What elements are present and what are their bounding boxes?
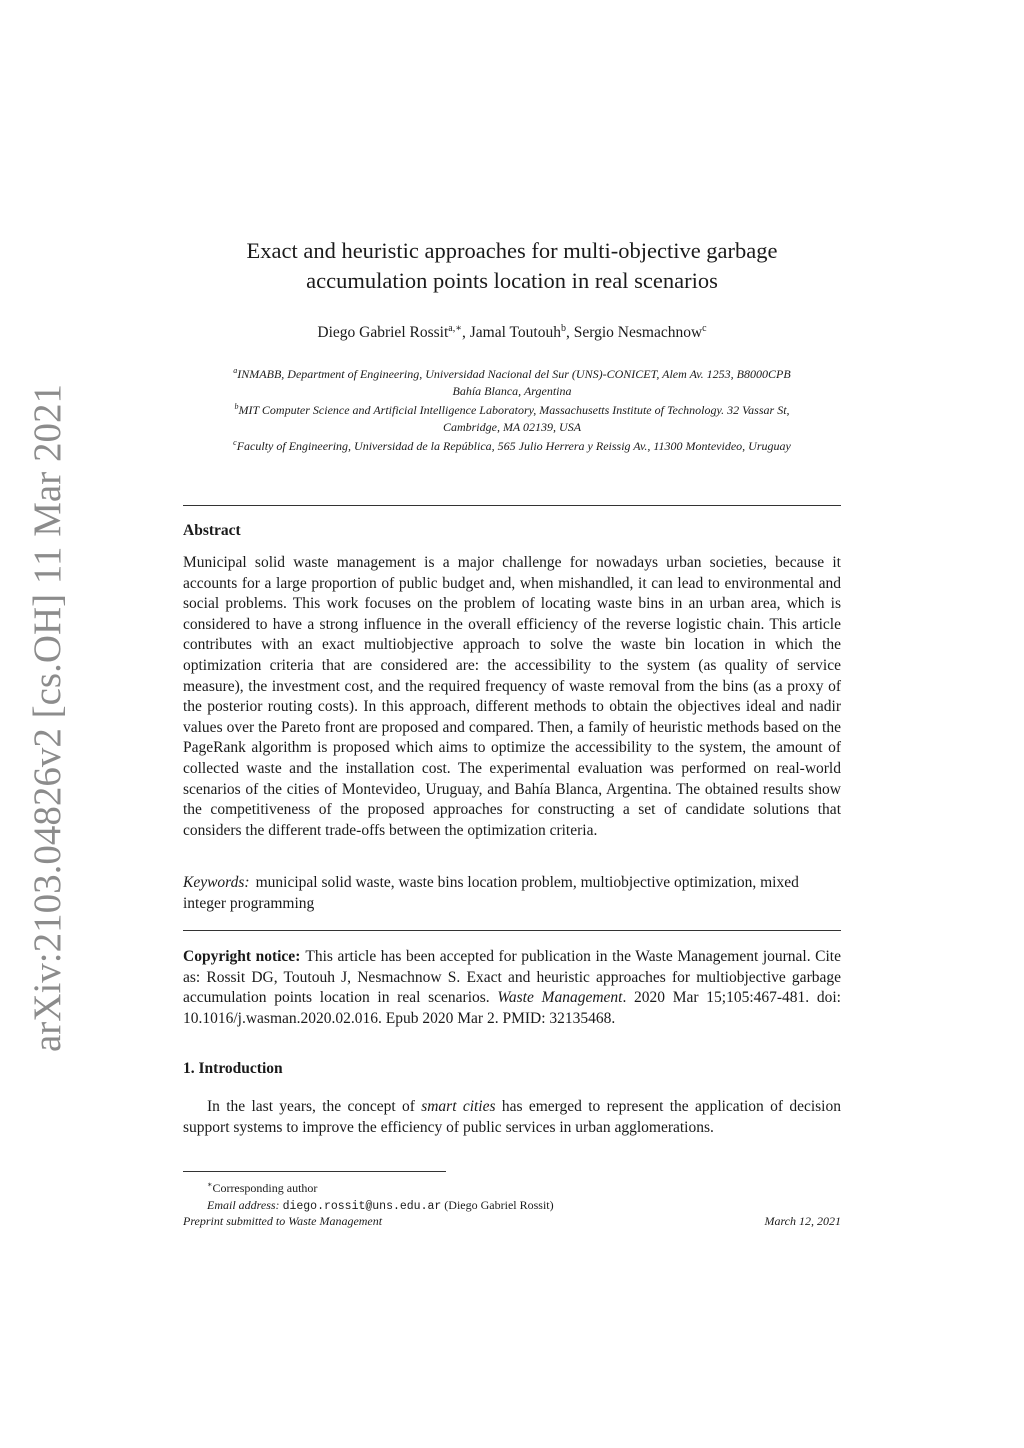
preprint-footer [183,1214,841,1229]
preprint-date: March 12, 2021 [764,1214,841,1228]
footnote-divider [183,1171,446,1172]
footnote [207,1177,847,1215]
affiliation-b-line2: Cambridge, MA 02139, USA [442,419,582,434]
preprint-journal: Preprint submitted to Waste Management [183,1214,383,1228]
keywords-text: municipal solid waste, waste bins location problem, multiobjective optimization, mixed integer programming [183,874,799,912]
author-name: Jamal Toutouh [469,324,561,342]
affiliation-c: $^c$Faculty of Engineering, Universidad de la República, 565 Julio Herrera y Reissig Av., 11300 Montevideo, Uruguay [233,438,791,453]
abstract-text: Municipal solid waste management is a major challenge for nowadays urban societies, because it accounts for a large proportion of public budget and, when mishandled, it can lead to environmental and social problems. This work focuses on the problem of locating waste bins in an urban area, which is considered to have a strong influence in the overall efficiency of the reverse logistic chain. This article contributes with an exact multiobjective approach to solve the waste bin location in which the optimization criteria that are considered are: the accessibility to the system (as quality of service measure), the investment cost, and the required frequency of waste removal from the bins (as a proxy of the posterior routing costs). In this approach, different methods to obtain the objectives ideal and nadir values over the Pareto front are proposed and compared. Then, a family of heuristic methods based on the PageRank algorithm is proposed which aims to optimize the accessibility to the system, the amount of collected waste and the installation cost. The experimental evaluation was performed on real-world scenarios of the cities of Montevideo, Uruguay, and Bahía Blanca, Argentina. The obtained results show the competitiveness of the proposed approaches for constructing a set of candidate solutions that considers the different trade-offs between the optimization criteria. [183,554,841,839]
corresponding-author-note: ∗Corresponding author [207,1180,318,1195]
abstract-bottom-divider [183,930,841,931]
paper-title [183,236,841,296]
email-address[interactable]: diego.rossit@uns.edu.ar [282,1199,442,1213]
affiliation-list [183,363,841,455]
intro-paragraph: In the last years, the concept of smart cities has emerged to represent the application of decision support systems to improve the efficiency of public services in urban agglomerations. [183,1098,841,1136]
affiliation-a: $^a$INMABB, Department of Engineering, Universidad Nacional del Sur (UNS)-CONICET, Alem Av. 1253, B8000CPB [233,366,791,381]
keywords-label: Keywords: [183,874,250,891]
copyright-label: Copyright notice: [183,948,301,965]
keywords [183,873,841,914]
affiliation-a-line2: Bahía Blanca, Argentina [452,383,572,398]
author-list: Diego Gabriel Rossit$^{a,∗}$, Jamal Toutouh$^b$, Sergio Nesmachnow$^c$ [317,323,707,342]
title-line-1: Exact and heuristic approaches for multi-objective garbage [246,238,778,263]
email-note: Email address: diego.rossit@uns.edu.ar (Diego Gabriel Rossit) [207,1197,554,1213]
author-mark: a,∗ [448,323,463,334]
arxiv-identifier: arXiv:2103.04826v2 [cs.OH] 11 Mar 2021 [26,384,69,1052]
affiliation-b: $^b$MIT Computer Science and Artificial Intelligence Laboratory, Massachusetts Institute of Technology. 32 Vassar St, [234,402,790,417]
author-name: Sergio Nesmachnow [573,324,703,342]
journal-name: Waste Management [497,989,623,1007]
abstract-heading: Abstract [183,522,241,539]
top-divider [183,505,841,506]
author-mark: c [702,323,707,334]
author-name: Diego Gabriel Rossit [317,324,449,342]
author-mark: b [560,323,566,334]
title-line-2: accumulation points location in real scenarios [306,268,718,293]
section-heading-introduction: 1. Introduction [183,1060,283,1077]
copyright-notice: Copyright notice: This article has been accepted for publication in the Waste Management journal. Cite as: Rossit DG, Toutouh J, Nesmachnow S. Exact and heuristic approaches for multiobjective garbage accumulation points location in real scenarios. Waste Management. 2020 Mar 15;105:467-481. doi: 10.1016/j.wasman.2020.02.016. Epub 2020 Mar 2. PMID: 32135468. [183,948,841,1027]
